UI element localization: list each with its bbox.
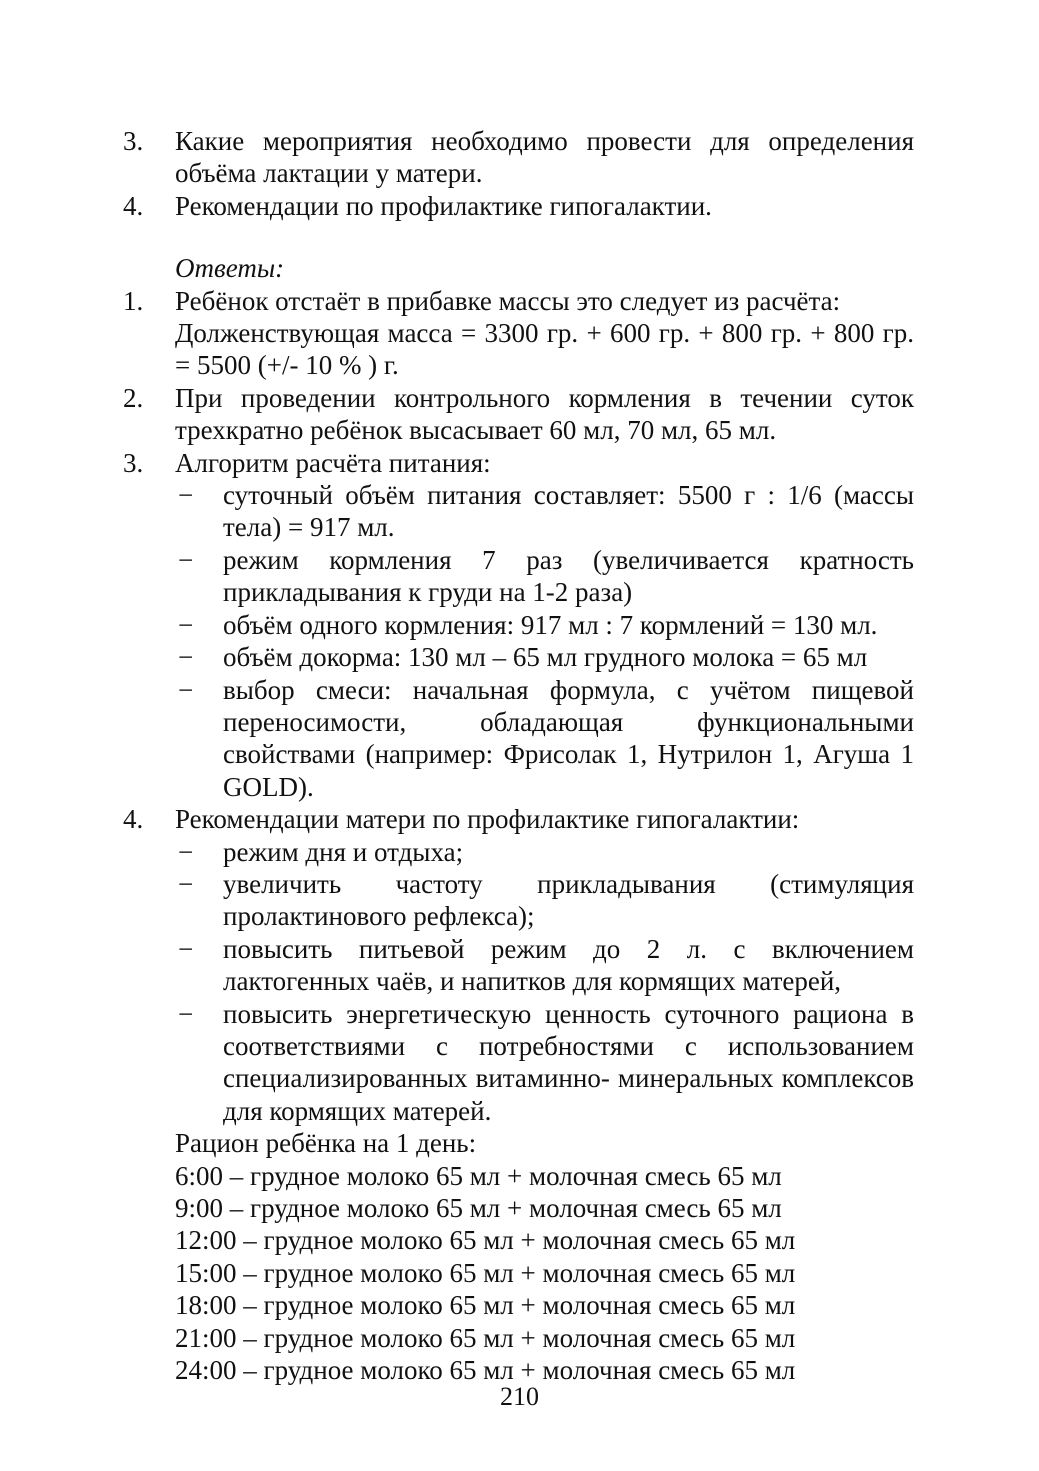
ration-line: 9:00 – грудное молоко 65 мл + молочная смесь 65 мл [175,1193,782,1223]
answer-item [0,803,1039,835]
answer-item [0,447,1039,479]
bullet-text: объём докорма: 130 мл – 65 мл грудного молока = 65 мл [223,642,868,673]
bullet-dash: − [178,836,194,867]
ration-line: 12:00 – грудное молоко 65 мл + молочная смесь 65 мл [175,1225,796,1256]
bullet-dash: − [178,544,194,575]
ration-line: 21:00 – грудное молоко 65 мл + молочная смесь 65 мл [175,1322,796,1353]
item-text: При проведении контрольного кормления в течении суток трехкратно ребёнок высасывает 60 мл, 70 мл, 65 мл. [175,382,914,446]
item-number: 4. [123,190,144,221]
bullet-dash: − [178,609,194,640]
item-number: 2. [123,382,144,413]
ration-heading: Рацион ребёнка на 1 день: [175,1128,477,1159]
question-item [0,125,1039,190]
item-text: Ребёнок отстаёт в прибавке массы это следует из расчёта: [175,285,841,316]
bullet-text: режим дня и отдыха; [223,836,464,867]
bullet-item [0,479,1039,544]
item-text: Долженствующая масса = 3300 гр. + 600 гр. + 800 гр. + 800 гр. = 5500 (+/- 10 % ) г. [175,318,914,381]
bullet-dash: − [178,642,194,673]
bullet-text: суточный объём питания составляет: 5500 г : 1/6 (массы тела) = 917 мл. [223,480,914,543]
answer-item [0,285,1039,382]
bullet-text: выбор смеси: начальная формула, с учётом пищевой переносимости, обладающая функциональными свойствами (например: Фрисолак 1, Нутрилон 1, Агуша 1 GOLD). [223,674,914,802]
bullet-item [0,609,1039,641]
bullet-text: повысить питьевой режим до 2 л. с включением лактогенных чаёв, и напитков для кормящих матерей, [223,933,914,997]
bullet-dash: − [178,480,194,511]
bullet-item [0,836,1039,868]
bullet-item [0,998,1039,1128]
ration-line: 18:00 – грудное молоко 65 мл + молочная смесь 65 мл [175,1290,796,1321]
item-text: Рекомендации матери по профилактике гипогалактии: [175,804,800,835]
bullet-item [0,868,1039,933]
answers-heading: Ответы: [175,253,285,284]
page-number: 210 [500,1382,539,1411]
item-number: 1. [123,285,144,316]
answer-item [0,382,1039,447]
item-text: Рекомендации по профилактике гипогалактии. [175,190,712,221]
bullet-dash: − [178,998,194,1029]
bullet-text: режим кормления 7 раз (увеличивается кратность прикладывания к груди на 1-2 раза) [223,544,914,608]
bullet-text: повысить энергетическую ценность суточного рациона в соответствиями с потребностями с использованием специализированных витаминно- минеральных комплексов для кормящих матерей. [223,998,914,1126]
item-text: Какие мероприятия необходимо провести для определения объёма лактации у матери. [175,126,914,189]
bullet-dash: − [178,933,194,964]
bullet-item [0,641,1039,673]
item-number: 3. [123,126,144,156]
bullet-item [0,544,1039,609]
ration-line: 15:00 – грудное молоко 65 мл + молочная смесь 65 мл [175,1257,796,1288]
page-content [0,125,1039,1386]
bullet-dash: − [178,674,194,705]
bullet-text: увеличить частоту прикладывания (стимуляция пролактинового рефлекса); [223,868,914,932]
bullet-item [0,674,1039,804]
item-text: Алгоритм расчёта питания: [175,447,491,478]
bullet-item [0,933,1039,998]
item-number: 4. [123,804,144,835]
bullet-text: объём одного кормления: 917 мл : 7 кормлений = 130 мл. [223,609,878,640]
ration-line: 24:00 – грудное молоко 65 мл + молочная смесь 65 мл [175,1355,796,1386]
ration-line: 6:00 – грудное молоко 65 мл + молочная смесь 65 мл [175,1160,782,1191]
question-item [0,190,1039,222]
bullet-dash: − [178,868,194,899]
item-number: 3. [123,447,144,478]
